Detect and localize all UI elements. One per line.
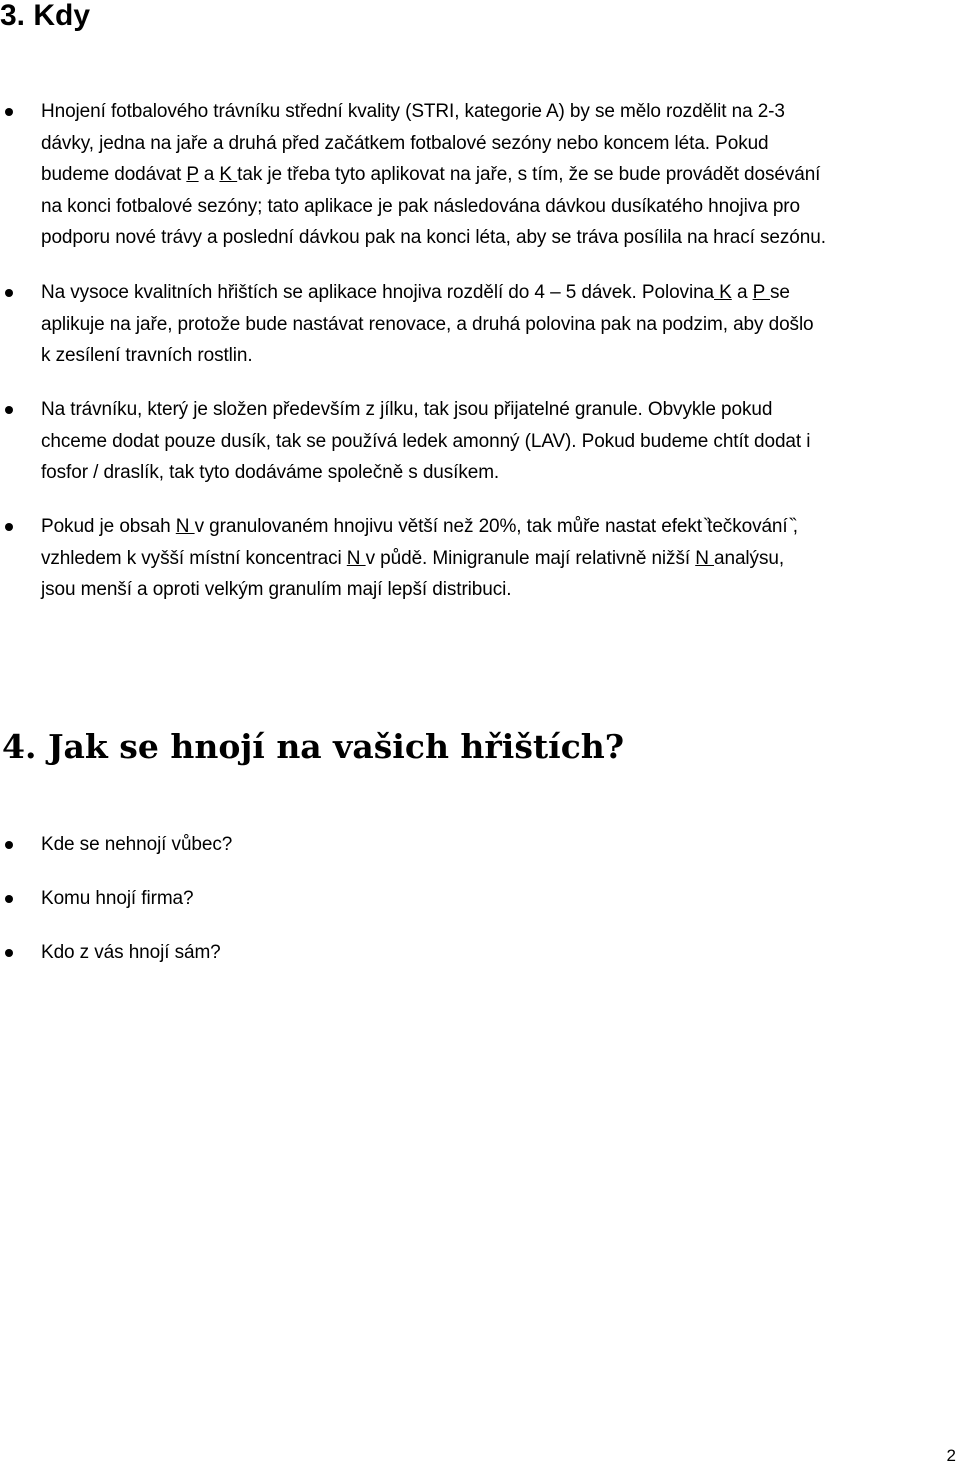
section-3-heading: 3. Kdy	[0, 0, 91, 32]
page-number: 2	[946, 1446, 956, 1465]
paragraph	[41, 394, 953, 489]
text-line: podporu nové trávy a poslední dávkou pak na konci léta, aby se tráva posílila na hrací sezónu.	[41, 227, 826, 248]
text-line: na konci fotbalové sezóny; tato aplikace je pak následována dávkou dusíkatého hnojiva pro	[41, 195, 801, 217]
text-line: vzhledem k vyšší místní koncentraci N v půdě. Minigranule mají relativně nižší N analýsu,	[41, 547, 784, 569]
text-line: chceme dodat pouze dusík, tak se používá ledek amonný (LAV). Pokud budeme chtít dodat i	[41, 430, 811, 452]
bullet-icon	[5, 289, 13, 297]
section-4-heading: 4. Jak se hnojí na vašich hřištích?	[2, 727, 625, 766]
question-text: Kde se nehnojí vůbec?	[41, 834, 233, 855]
paragraph	[41, 511, 953, 606]
underlined-n: N	[175, 516, 195, 537]
text-line: aplikuje na jaře, protože bude nastávat renovace, a druhá polovina pak na podzim, aby došlo	[41, 313, 814, 335]
underlined-n: N	[695, 547, 715, 569]
paragraph	[41, 96, 953, 254]
text-line: budeme dodávat P a K tak je třeba tyto aplikovat na jaře, s tím, že se bude provádět dosévání	[41, 164, 821, 185]
underlined-k: K	[714, 282, 732, 303]
text-line: Na vysoce kvalitních hřištích se aplikace hnojiva rozdělí do 4 ‒ 5 dávek. Polovina K a P se	[41, 282, 790, 303]
text-line: k zesílení travních rostlin.	[41, 345, 253, 366]
bullet-icon	[5, 895, 13, 903]
underlined-p: P	[186, 164, 199, 185]
underlined-n: N	[346, 547, 366, 569]
bullet-icon	[5, 108, 13, 116]
bullet-icon	[5, 523, 13, 531]
bullet-icon	[5, 949, 13, 957]
text-line: dávky, jedna na jaře a druhá před začátkem fotbalové sezóny nebo koncem léta. Pokud	[41, 132, 769, 154]
text-line: Hnojení fotbalového trávníku střední kvality (STRI, kategorie A) by se mělo rozdělit na 2-3	[41, 101, 785, 122]
underlined-k: K	[219, 164, 238, 185]
bullet-icon	[5, 841, 13, 849]
question-text: Komu hnojí firma?	[41, 888, 194, 909]
paragraph	[41, 277, 953, 372]
text-line: Na trávníku, který je složen především z jílku, tak jsou přijatelné granule. Obvykle pokud	[41, 399, 773, 420]
bullet-icon	[5, 406, 13, 414]
text-line: jsou menší a oproti velkým granulím mají lepší distribuci.	[41, 579, 512, 600]
text-line: Pokud je obsah N v granulovaném hnojivu větší než 20%, tak můře nastat efekt ̏tečkování ̏,	[41, 516, 798, 537]
text-line: fosfor / draslík, tak tyto dodáváme společně s dusíkem.	[41, 462, 500, 483]
question-text: Kdo z vás hnojí sám?	[41, 942, 221, 963]
underlined-p: P	[752, 282, 771, 303]
